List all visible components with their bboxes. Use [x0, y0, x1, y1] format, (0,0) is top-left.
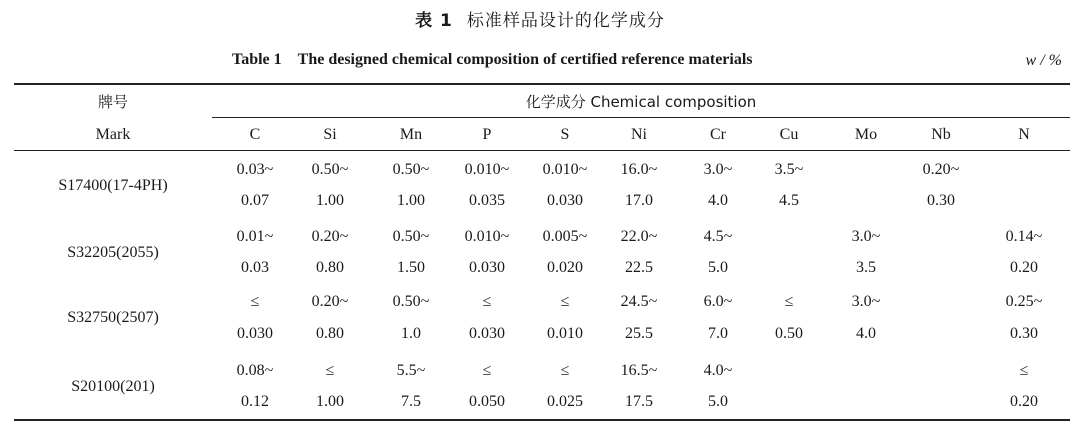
table-title-cn	[0, 6, 1080, 31]
cell-upper-ni: 22.0~	[620, 228, 658, 245]
cell-upper-nb: 0.20~	[922, 161, 960, 178]
cell-upper-c: 0.01~	[236, 228, 274, 245]
cell-lower-n: 0.20	[1010, 259, 1038, 276]
cell-upper-si: 0.20~	[311, 228, 349, 245]
cell-upper-mn: 0.50~	[392, 293, 430, 310]
cell-lower-ni: 17.0	[625, 192, 653, 209]
table-caption-en: The designed chemical composition of certified reference materials	[297, 51, 753, 68]
cell-upper-mn: 5.5~	[396, 362, 426, 379]
cell-upper-ni: 16.5~	[620, 362, 658, 379]
cell-lower-s: 0.010	[547, 325, 583, 342]
bottom-rule	[14, 419, 1070, 421]
cell-upper-cu: ≤	[784, 293, 794, 310]
column-header-mn: Mn	[399, 126, 423, 143]
cell-lower-si: 1.00	[316, 192, 344, 209]
cell-upper-s: 0.010~	[542, 161, 588, 178]
cell-upper-p: ≤	[482, 293, 492, 310]
cell-upper-mo: 3.0~	[851, 228, 881, 245]
cell-upper-cr: 4.0~	[703, 362, 733, 379]
cell-lower-p: 0.035	[469, 192, 505, 209]
cell-upper-n: 0.14~	[1005, 228, 1043, 245]
column-header-nb: Nb	[931, 126, 951, 143]
cell-lower-nb: 0.30	[927, 192, 955, 209]
cell-upper-cr: 3.0~	[703, 161, 733, 178]
column-header-cr: Cr	[710, 126, 726, 143]
cell-lower-si: 1.00	[316, 393, 344, 410]
cell-lower-si: 0.80	[316, 259, 344, 276]
cell-upper-p: 0.010~	[464, 228, 510, 245]
row-mark: S20100(201)	[71, 377, 155, 395]
cell-lower-si: 0.80	[316, 325, 344, 342]
composition-header: 化学成分 Chemical composition	[525, 93, 757, 111]
row-mark: S17400(17-4PH)	[58, 176, 168, 194]
table-number-en: Table 1	[232, 51, 282, 68]
cell-lower-cr: 5.0	[708, 393, 728, 410]
cell-upper-ni: 24.5~	[620, 293, 658, 310]
column-header-p: P	[482, 126, 492, 143]
cell-lower-c: 0.030	[237, 325, 273, 342]
cell-lower-ni: 22.5	[625, 259, 653, 276]
unit-label: w / %	[1025, 52, 1062, 69]
column-header-n: N	[1018, 126, 1030, 143]
table-title-en	[232, 51, 753, 69]
cell-lower-ni: 17.5	[625, 393, 653, 410]
cell-upper-c: 0.08~	[236, 362, 274, 379]
column-header-cu: Cu	[779, 126, 799, 143]
cell-upper-mn: 0.50~	[392, 228, 430, 245]
mark-header-cn: 牌号	[97, 93, 128, 111]
cell-upper-c: ≤	[250, 293, 260, 310]
cell-lower-mo: 4.0	[856, 325, 876, 342]
header-rule	[14, 150, 1070, 151]
cell-lower-cr: 7.0	[708, 325, 728, 342]
cell-upper-n: ≤	[1019, 362, 1029, 379]
cell-lower-mn: 1.00	[397, 192, 425, 209]
cell-lower-cr: 5.0	[708, 259, 728, 276]
composition-rule	[212, 117, 1070, 118]
cell-lower-mn: 7.5	[401, 393, 421, 410]
cell-lower-s: 0.030	[547, 192, 583, 209]
cell-upper-p: 0.010~	[464, 161, 510, 178]
column-header-c: C	[249, 126, 261, 143]
cell-lower-cu: 4.5	[779, 192, 799, 209]
top-rule	[14, 83, 1070, 85]
cell-upper-cr: 4.5~	[703, 228, 733, 245]
cell-upper-cr: 6.0~	[703, 293, 733, 310]
cell-lower-ni: 25.5	[625, 325, 653, 342]
row-mark: S32750(2507)	[67, 309, 159, 326]
row-mark: S32205(2055)	[67, 243, 159, 261]
cell-lower-c: 0.03	[241, 259, 269, 276]
cell-lower-c: 0.07	[241, 192, 269, 209]
cell-lower-c: 0.12	[241, 393, 269, 410]
cell-upper-si: ≤	[325, 362, 335, 379]
cell-upper-p: ≤	[482, 362, 492, 379]
cell-upper-mo: 3.0~	[851, 293, 881, 310]
cell-lower-p: 0.050	[469, 393, 505, 410]
column-header-mo: Mo	[854, 126, 878, 143]
cell-upper-mn: 0.50~	[392, 161, 430, 178]
cell-lower-p: 0.030	[469, 325, 505, 342]
column-header-s: S	[560, 126, 570, 143]
cell-lower-mn: 1.50	[397, 259, 425, 276]
cell-upper-cu: 3.5~	[774, 161, 804, 178]
cell-upper-s: ≤	[560, 362, 570, 379]
cell-upper-ni: 16.0~	[620, 161, 658, 178]
table-number-cn: 表 1	[415, 11, 453, 31]
cell-upper-s: ≤	[560, 293, 570, 310]
column-header-ni: Ni	[631, 126, 647, 143]
cell-lower-n: 0.20	[1010, 393, 1038, 410]
cell-lower-s: 0.025	[547, 393, 583, 410]
cell-upper-n: 0.25~	[1005, 293, 1043, 310]
cell-lower-n: 0.30	[1010, 325, 1038, 342]
cell-upper-si: 0.50~	[311, 161, 349, 178]
cell-upper-c: 0.03~	[236, 161, 274, 178]
cell-lower-mn: 1.0	[401, 325, 421, 342]
column-header-si: Si	[323, 126, 337, 143]
cell-lower-cu: 0.50	[775, 325, 803, 342]
cell-upper-si: 0.20~	[311, 293, 349, 310]
cell-lower-p: 0.030	[469, 259, 505, 276]
mark-header-en: Mark	[95, 126, 131, 143]
cell-lower-mo: 3.5	[856, 259, 876, 276]
cell-lower-cr: 4.0	[708, 192, 728, 209]
cell-upper-s: 0.005~	[542, 228, 588, 245]
cell-lower-s: 0.020	[547, 259, 583, 276]
table-caption-cn: 标准样品设计的化学成分	[466, 11, 665, 31]
